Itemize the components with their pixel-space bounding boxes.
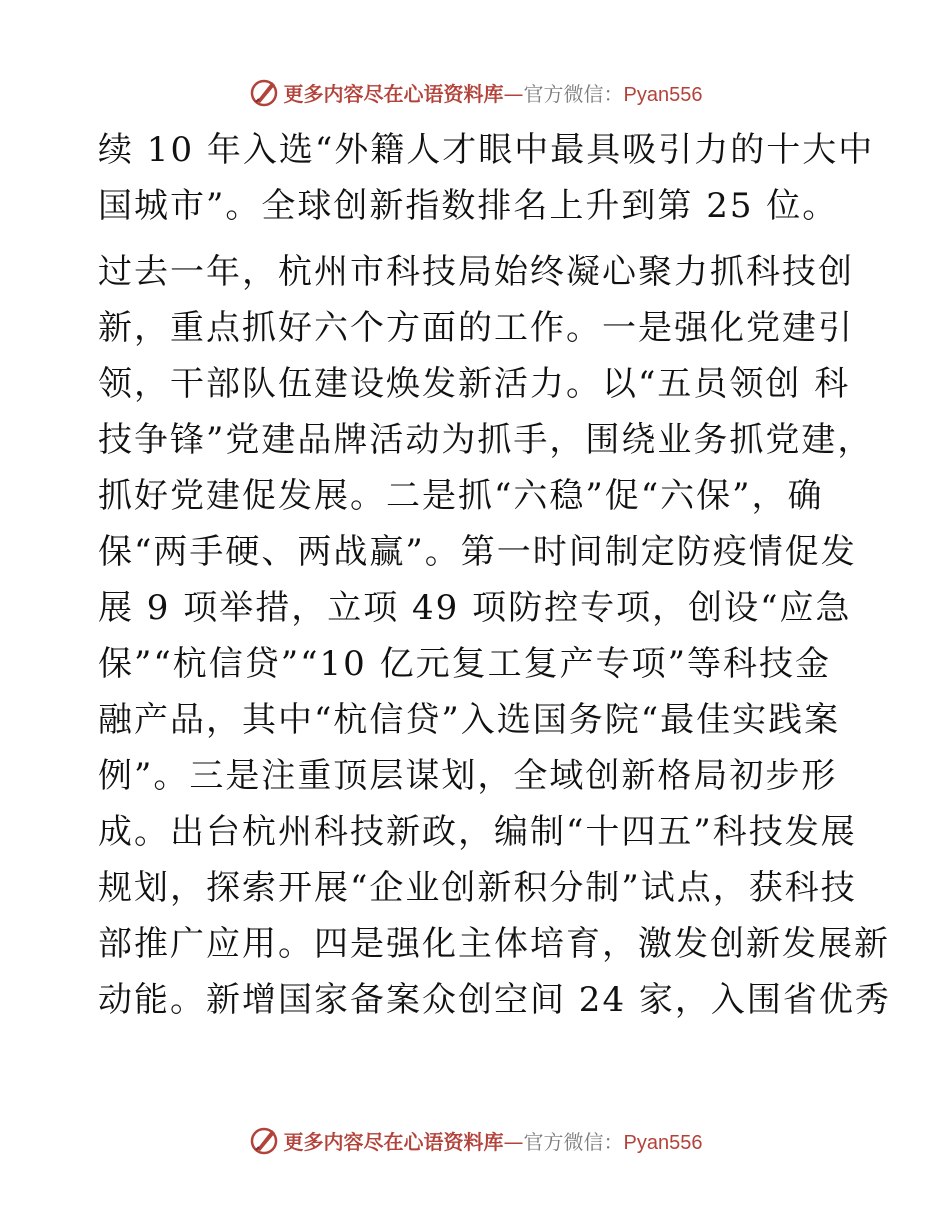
text-line: 成。出台杭州科技新政，编制“十四五”科技发展: [98, 812, 857, 852]
text-line: 续 10 年入选“外籍人才眼中最具吸引力的十大中: [98, 130, 875, 170]
banner-wechat-label: 官方微信：: [523, 81, 624, 106]
banner-dash: —: [503, 81, 524, 106]
quill-logo-icon: [248, 1124, 280, 1156]
text-line: 保”“杭信贷”“10 亿元复工复产专项”等科技金: [98, 644, 831, 684]
text-line: 动能。新增国家备案众创空间 24 家，入围省优秀: [98, 980, 891, 1020]
banner-brand: 更多内容尽在心语资料库: [283, 81, 504, 106]
quill-logo-icon: [248, 76, 280, 108]
banner-wechat-id: Pyan556: [623, 1131, 703, 1154]
text-line: 领，干部队伍建设焕发新活力。以“五员领创 科: [98, 364, 851, 404]
banner-wechat-label: 官方微信：: [523, 1129, 624, 1154]
text-line: 抓好党建促发展。二是抓“六稳”促“六保”，确: [98, 476, 824, 516]
text-line: 保“两手硬、两战赢”。第一时间制定防疫情促发: [98, 532, 857, 572]
banner-wechat-id: Pyan556: [623, 83, 703, 106]
text-line: 技争锋”党建品牌活动为抓手，围绕业务抓党建，: [98, 420, 874, 460]
paragraph-gap: [98, 234, 858, 244]
text-line: 规划，探索开展“企业创新积分制”试点，获科技: [98, 868, 857, 908]
banner-text: [284, 78, 703, 107]
text-line: 融产品，其中“杭信贷”入选国务院“最佳实践案: [98, 700, 841, 740]
text-line: 部推广应用。四是强化主体培育，激发创新发展新: [98, 924, 890, 964]
banner-brand: 更多内容尽在心语资料库: [283, 1129, 504, 1154]
text-line: 新，重点抓好六个方面的工作。一是强化党建引: [98, 308, 854, 348]
header-banner: [0, 72, 950, 112]
paragraph-2: [98, 244, 891, 1028]
text-line: 国城市”。全球创新指数排名上升到第 25 位。: [98, 186, 839, 226]
banner-text: [284, 1126, 703, 1155]
text-line: 过去一年，杭州市科技局始终凝心聚力抓科技创: [98, 252, 854, 292]
text-line: 例”。三是注重顶层谋划，全域创新格局初步形: [98, 756, 838, 796]
text-line: 展 9 项举措，立项 49 项防控专项，创设“应急: [98, 588, 852, 628]
document-body: [98, 122, 891, 1028]
banner-dash: —: [503, 1129, 524, 1154]
paragraph-1: [98, 122, 875, 234]
footer-banner: [0, 1120, 950, 1160]
